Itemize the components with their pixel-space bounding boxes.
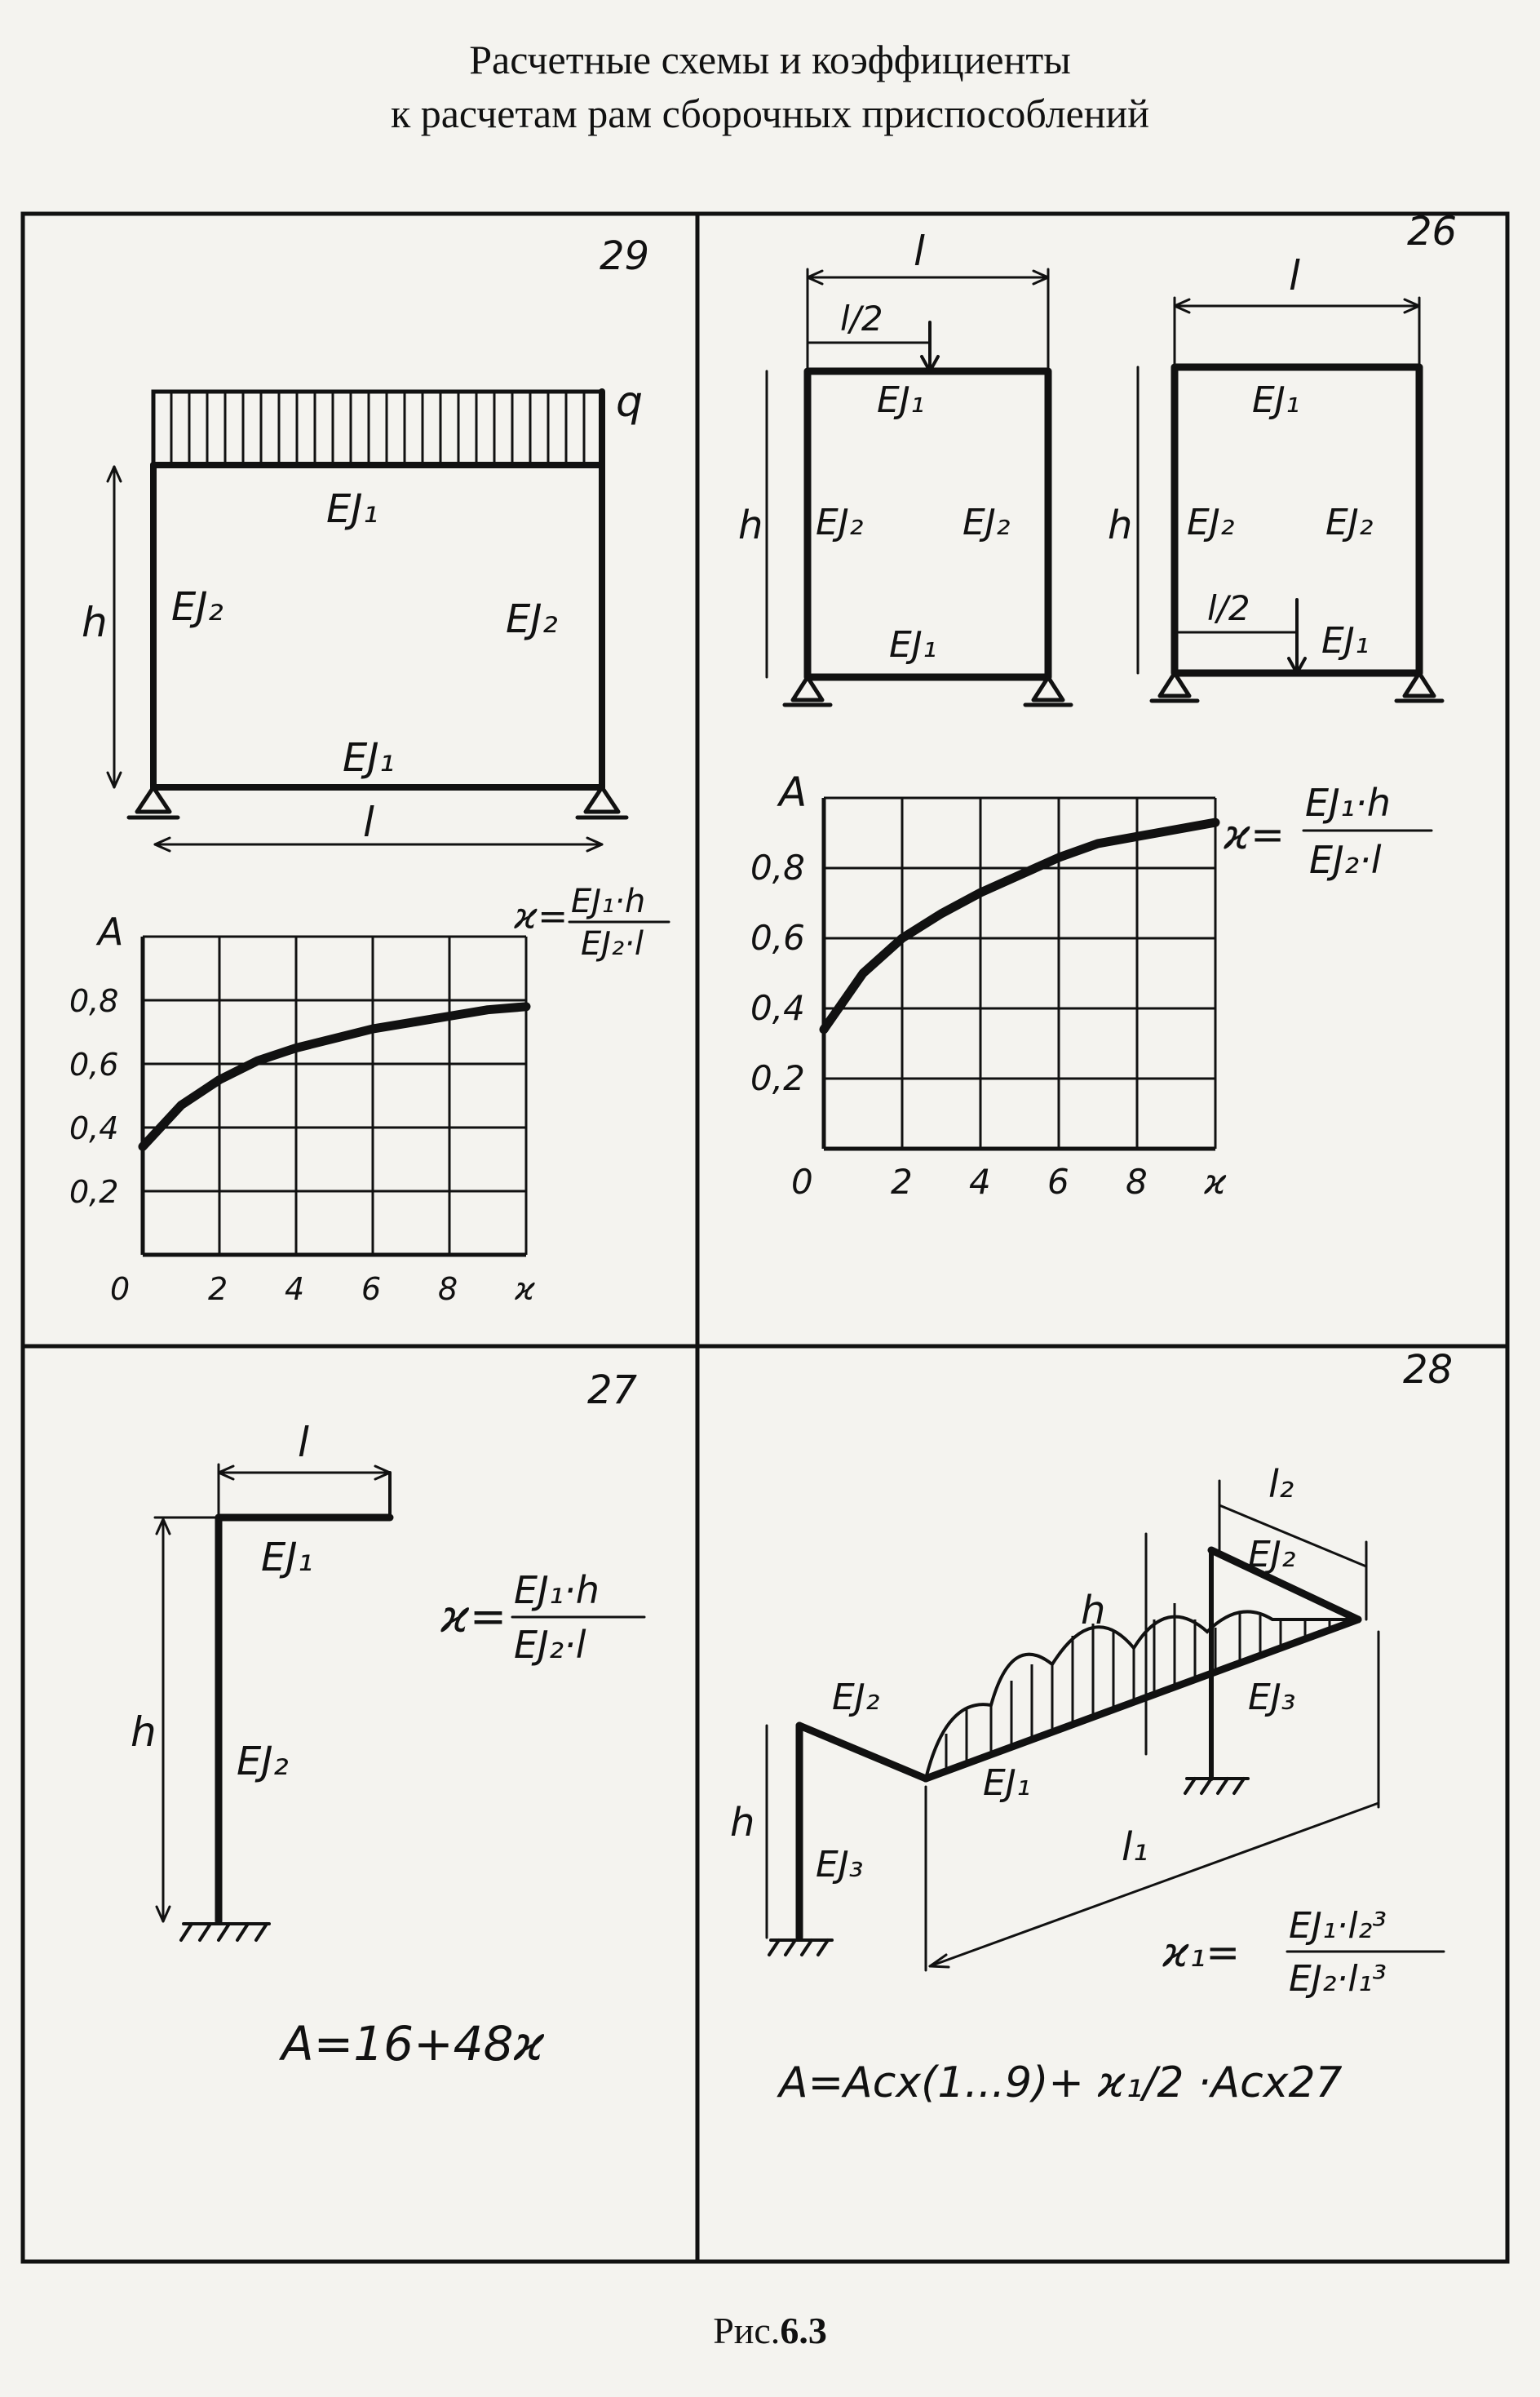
caption-prefix: Рис. — [713, 2310, 781, 2351]
result-27: A=16+48ϰ — [281, 2016, 545, 2071]
panel-number-28: 28 — [1403, 1347, 1454, 1393]
label-right-col-28: EJ₃ — [1248, 1677, 1296, 1718]
x-tick-label: ϰ — [515, 1271, 536, 1307]
label-top-26a: EJ₁ — [877, 379, 925, 421]
frame-26a — [738, 228, 1071, 705]
series-curve — [824, 822, 1215, 1030]
label-h-29: h — [82, 599, 108, 646]
panel-number-26: 26 — [1407, 209, 1458, 255]
x-tick-label: 4 — [285, 1271, 305, 1307]
label-h-28-right: h — [1081, 1588, 1106, 1633]
axis-label-y: A — [98, 910, 124, 954]
label-h-27: h — [131, 1708, 157, 1756]
formula-27 — [440, 1568, 644, 1667]
panel-number-29: 29 — [600, 233, 650, 279]
panel-26 — [738, 209, 1457, 1202]
load-arrow-26a — [922, 322, 938, 371]
fixed-support-28-left — [769, 1940, 832, 1955]
formula-28-denominator: EJ₂·l₁³ — [1289, 1958, 1387, 2000]
distributed-load-29 — [153, 392, 602, 465]
panel-27 — [131, 1367, 644, 2071]
label-l-27: l — [298, 1419, 309, 1466]
label-col-left-29: EJ₂ — [171, 584, 223, 630]
panel-28 — [730, 1347, 1453, 2107]
frame-28-diagram — [730, 1462, 1378, 1970]
formula-27-numerator: EJ₁·h — [514, 1568, 600, 1612]
label-l-26b: l — [1289, 252, 1300, 299]
support-26a-right — [1025, 677, 1071, 705]
support-26a-left — [785, 677, 830, 705]
x-tick-label: 4 — [969, 1162, 991, 1202]
label-right-26a: EJ₂ — [962, 502, 1011, 543]
label-left-col-28: EJ₃ — [816, 1844, 864, 1885]
title-line-2: к расчетам рам сборочных приспособлений — [390, 91, 1150, 136]
label-q-29: q — [616, 378, 644, 427]
label-h-26b: h — [1108, 503, 1133, 548]
x-tick-label: 0 — [110, 1271, 131, 1307]
formula-26-denominator: EJ₂·l — [1309, 838, 1382, 882]
axis-label-y: A — [779, 769, 808, 816]
result-28: A=Aсх(1...9)+ ϰ₁/2 ·Aсх27 — [779, 2058, 1343, 2107]
label-top-right-28: EJ₂ — [1248, 1534, 1296, 1575]
label-left-26b: EJ₂ — [1187, 502, 1235, 543]
y-tick-label: 0,2 — [69, 1174, 119, 1210]
x-tick-label: 2 — [891, 1162, 913, 1202]
label-left-beam-28: EJ₂ — [832, 1677, 880, 1718]
label-beam-bottom-29: EJ₁ — [343, 735, 395, 781]
support-right-29 — [578, 787, 626, 817]
series-curve — [143, 1007, 526, 1147]
y-tick-label: 0,4 — [750, 988, 805, 1028]
formula-28-lhs: ϰ₁= — [1162, 1929, 1241, 1976]
y-tick-label: 0,6 — [750, 918, 805, 958]
frame-26b — [1108, 252, 1442, 701]
label-h-26a: h — [738, 503, 763, 548]
x-tick-label: 6 — [361, 1271, 382, 1307]
panel-number-27: 27 — [587, 1367, 638, 1413]
frame-27-diagram — [131, 1419, 390, 1940]
outer-frame — [23, 214, 1507, 2262]
y-tick-label: 0,8 — [69, 983, 119, 1019]
fixed-support-27 — [181, 1924, 269, 1940]
label-l-26a: l — [914, 228, 925, 275]
label-l-29: l — [363, 799, 374, 846]
formula-29-denominator: EJ₂·l — [581, 925, 644, 963]
formula-28-numerator: EJ₁·l₂³ — [1289, 1905, 1387, 1947]
label-col-right-29: EJ₂ — [506, 596, 558, 642]
x-tick-label: ϰ — [1204, 1162, 1227, 1202]
x-tick-label: 2 — [208, 1271, 228, 1307]
member-left-beam-28 — [799, 1726, 926, 1779]
formula-27-lhs: ϰ= — [440, 1591, 507, 1642]
frame-29-diagram — [82, 378, 643, 851]
y-tick-label: 0,4 — [69, 1110, 119, 1146]
chart-26 — [750, 769, 1227, 1202]
formula-29 — [513, 883, 669, 963]
label-right-26b: EJ₂ — [1325, 502, 1374, 543]
x-tick-label: 8 — [438, 1271, 458, 1307]
dim-l-26b-arrows — [1175, 298, 1419, 367]
formula-29-lhs: ϰ= — [514, 896, 569, 937]
support-left-29 — [129, 787, 178, 817]
label-l2-28: l₂ — [1268, 1462, 1294, 1506]
x-tick-label: 6 — [1047, 1162, 1069, 1202]
figure-caption — [0, 2309, 1540, 2352]
label-h-28-left: h — [730, 1800, 755, 1845]
y-tick-label: 0,8 — [750, 848, 805, 888]
load-arrow-26b — [1289, 600, 1305, 673]
formula-29-numerator: EJ₁·h — [571, 883, 646, 920]
label-bottom-26a: EJ₁ — [889, 624, 937, 666]
caption-number: 6.3 — [780, 2310, 827, 2351]
label-half-26a: l/2 — [840, 299, 883, 339]
label-left-26a: EJ₂ — [816, 502, 864, 543]
dim-h-27-arrows — [155, 1518, 219, 1921]
support-26b-left — [1152, 673, 1197, 701]
label-beam-top-29: EJ₁ — [326, 486, 378, 532]
y-tick-label: 0,6 — [69, 1047, 119, 1083]
formula-26-numerator: EJ₁·h — [1305, 781, 1391, 825]
x-tick-label: 0 — [791, 1162, 813, 1202]
title-line-1: Расчетные схемы и коэффициенты — [469, 37, 1071, 82]
formula-26 — [1223, 781, 1432, 882]
label-half-26b: l/2 — [1207, 588, 1250, 628]
y-tick-label: 0,2 — [750, 1058, 805, 1098]
label-main-28: EJ₁ — [983, 1762, 1031, 1804]
chart-29 — [69, 910, 536, 1307]
panel-29 — [69, 233, 669, 1307]
support-26b-right — [1396, 673, 1442, 701]
load-hatching-29 — [171, 393, 584, 463]
x-tick-label: 8 — [1126, 1162, 1148, 1202]
label-bottom-26b: EJ₁ — [1321, 620, 1370, 662]
formula-28 — [1162, 1905, 1444, 2000]
label-l1-28: l₁ — [1122, 1824, 1148, 1870]
formula-27-denominator: EJ₂·l — [514, 1623, 586, 1667]
label-beam-27: EJ₁ — [261, 1535, 313, 1580]
label-column-27: EJ₂ — [237, 1739, 289, 1784]
formula-26-lhs: ϰ= — [1224, 811, 1286, 858]
fixed-support-28-right — [1185, 1779, 1248, 1793]
label-top-26b: EJ₁ — [1252, 379, 1300, 421]
